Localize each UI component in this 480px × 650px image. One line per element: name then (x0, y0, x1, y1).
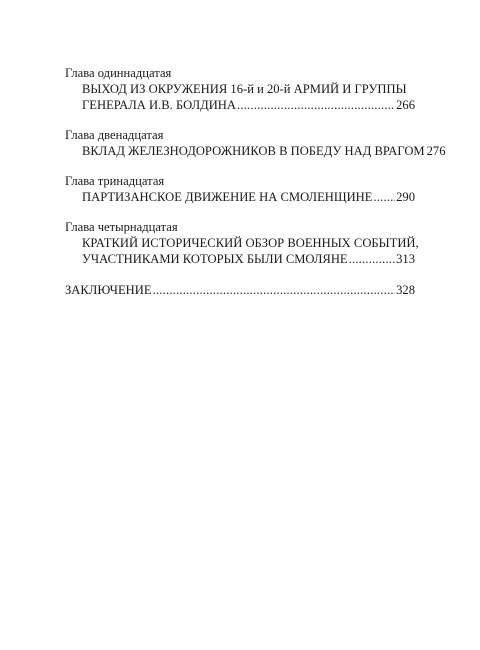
toc-entry-line (82, 189, 415, 205)
chapter-title-line: ВКЛАД ЖЕЛЕЗНОДОРОЖНИКОВ В ПОБЕДУ НАД ВРАГОМ (82, 144, 425, 158)
chapter-title-line: ГЕНЕРАЛА И.В. БОЛДИНА (82, 98, 237, 112)
toc-chapter-14 (65, 220, 419, 267)
chapter-label: Глава четырнадцатая (65, 220, 178, 234)
toc-entry-line (65, 282, 415, 298)
toc-chapter-11 (65, 66, 415, 113)
dot-leader (349, 251, 395, 267)
chapter-title (65, 235, 419, 267)
chapter-title-line: ВЫХОД ИЗ ОКРУЖЕНИЯ 16-й и 20-й АРМИЙ И ГРУППЫ (82, 82, 407, 96)
dot-leader (153, 282, 396, 298)
dot-leader (373, 189, 395, 205)
chapter-title (65, 143, 446, 159)
table-of-contents (65, 66, 446, 313)
toc-entry-line (82, 97, 415, 113)
chapter-title (65, 81, 415, 113)
chapter-title-line: УЧАСТНИКАМИ КОТОРЫХ БЫЛИ СМОЛЯНЕ (82, 252, 348, 266)
chapter-label: Глава одиннадцатая (65, 66, 172, 80)
page-number: 328 (396, 283, 415, 297)
toc-entry-line (82, 251, 415, 267)
conclusion-title: ЗАКЛЮЧЕНИЕ (65, 283, 152, 297)
page-number: 290 (396, 190, 415, 204)
chapter-title-line: ПАРТИЗАНСКОЕ ДВИЖЕНИЕ НА СМОЛЕНЩИНЕ (82, 190, 373, 204)
toc-conclusion (65, 282, 415, 298)
chapter-title (65, 189, 415, 205)
page-number: 266 (396, 98, 415, 112)
chapter-label: Глава тринадцатая (65, 174, 165, 188)
chapter-label: Глава двенадцатая (65, 128, 164, 142)
page-number: 276 (426, 144, 446, 158)
page-number: 313 (396, 252, 415, 266)
toc-chapter-13 (65, 174, 415, 205)
chapter-title-line: КРАТКИЙ ИСТОРИЧЕСКИЙ ОБЗОР ВОЕННЫХ СОБЫТИЙ, (82, 236, 419, 250)
toc-chapter-12 (65, 128, 446, 159)
toc-entry-line (82, 143, 446, 159)
dot-leader (237, 97, 395, 113)
